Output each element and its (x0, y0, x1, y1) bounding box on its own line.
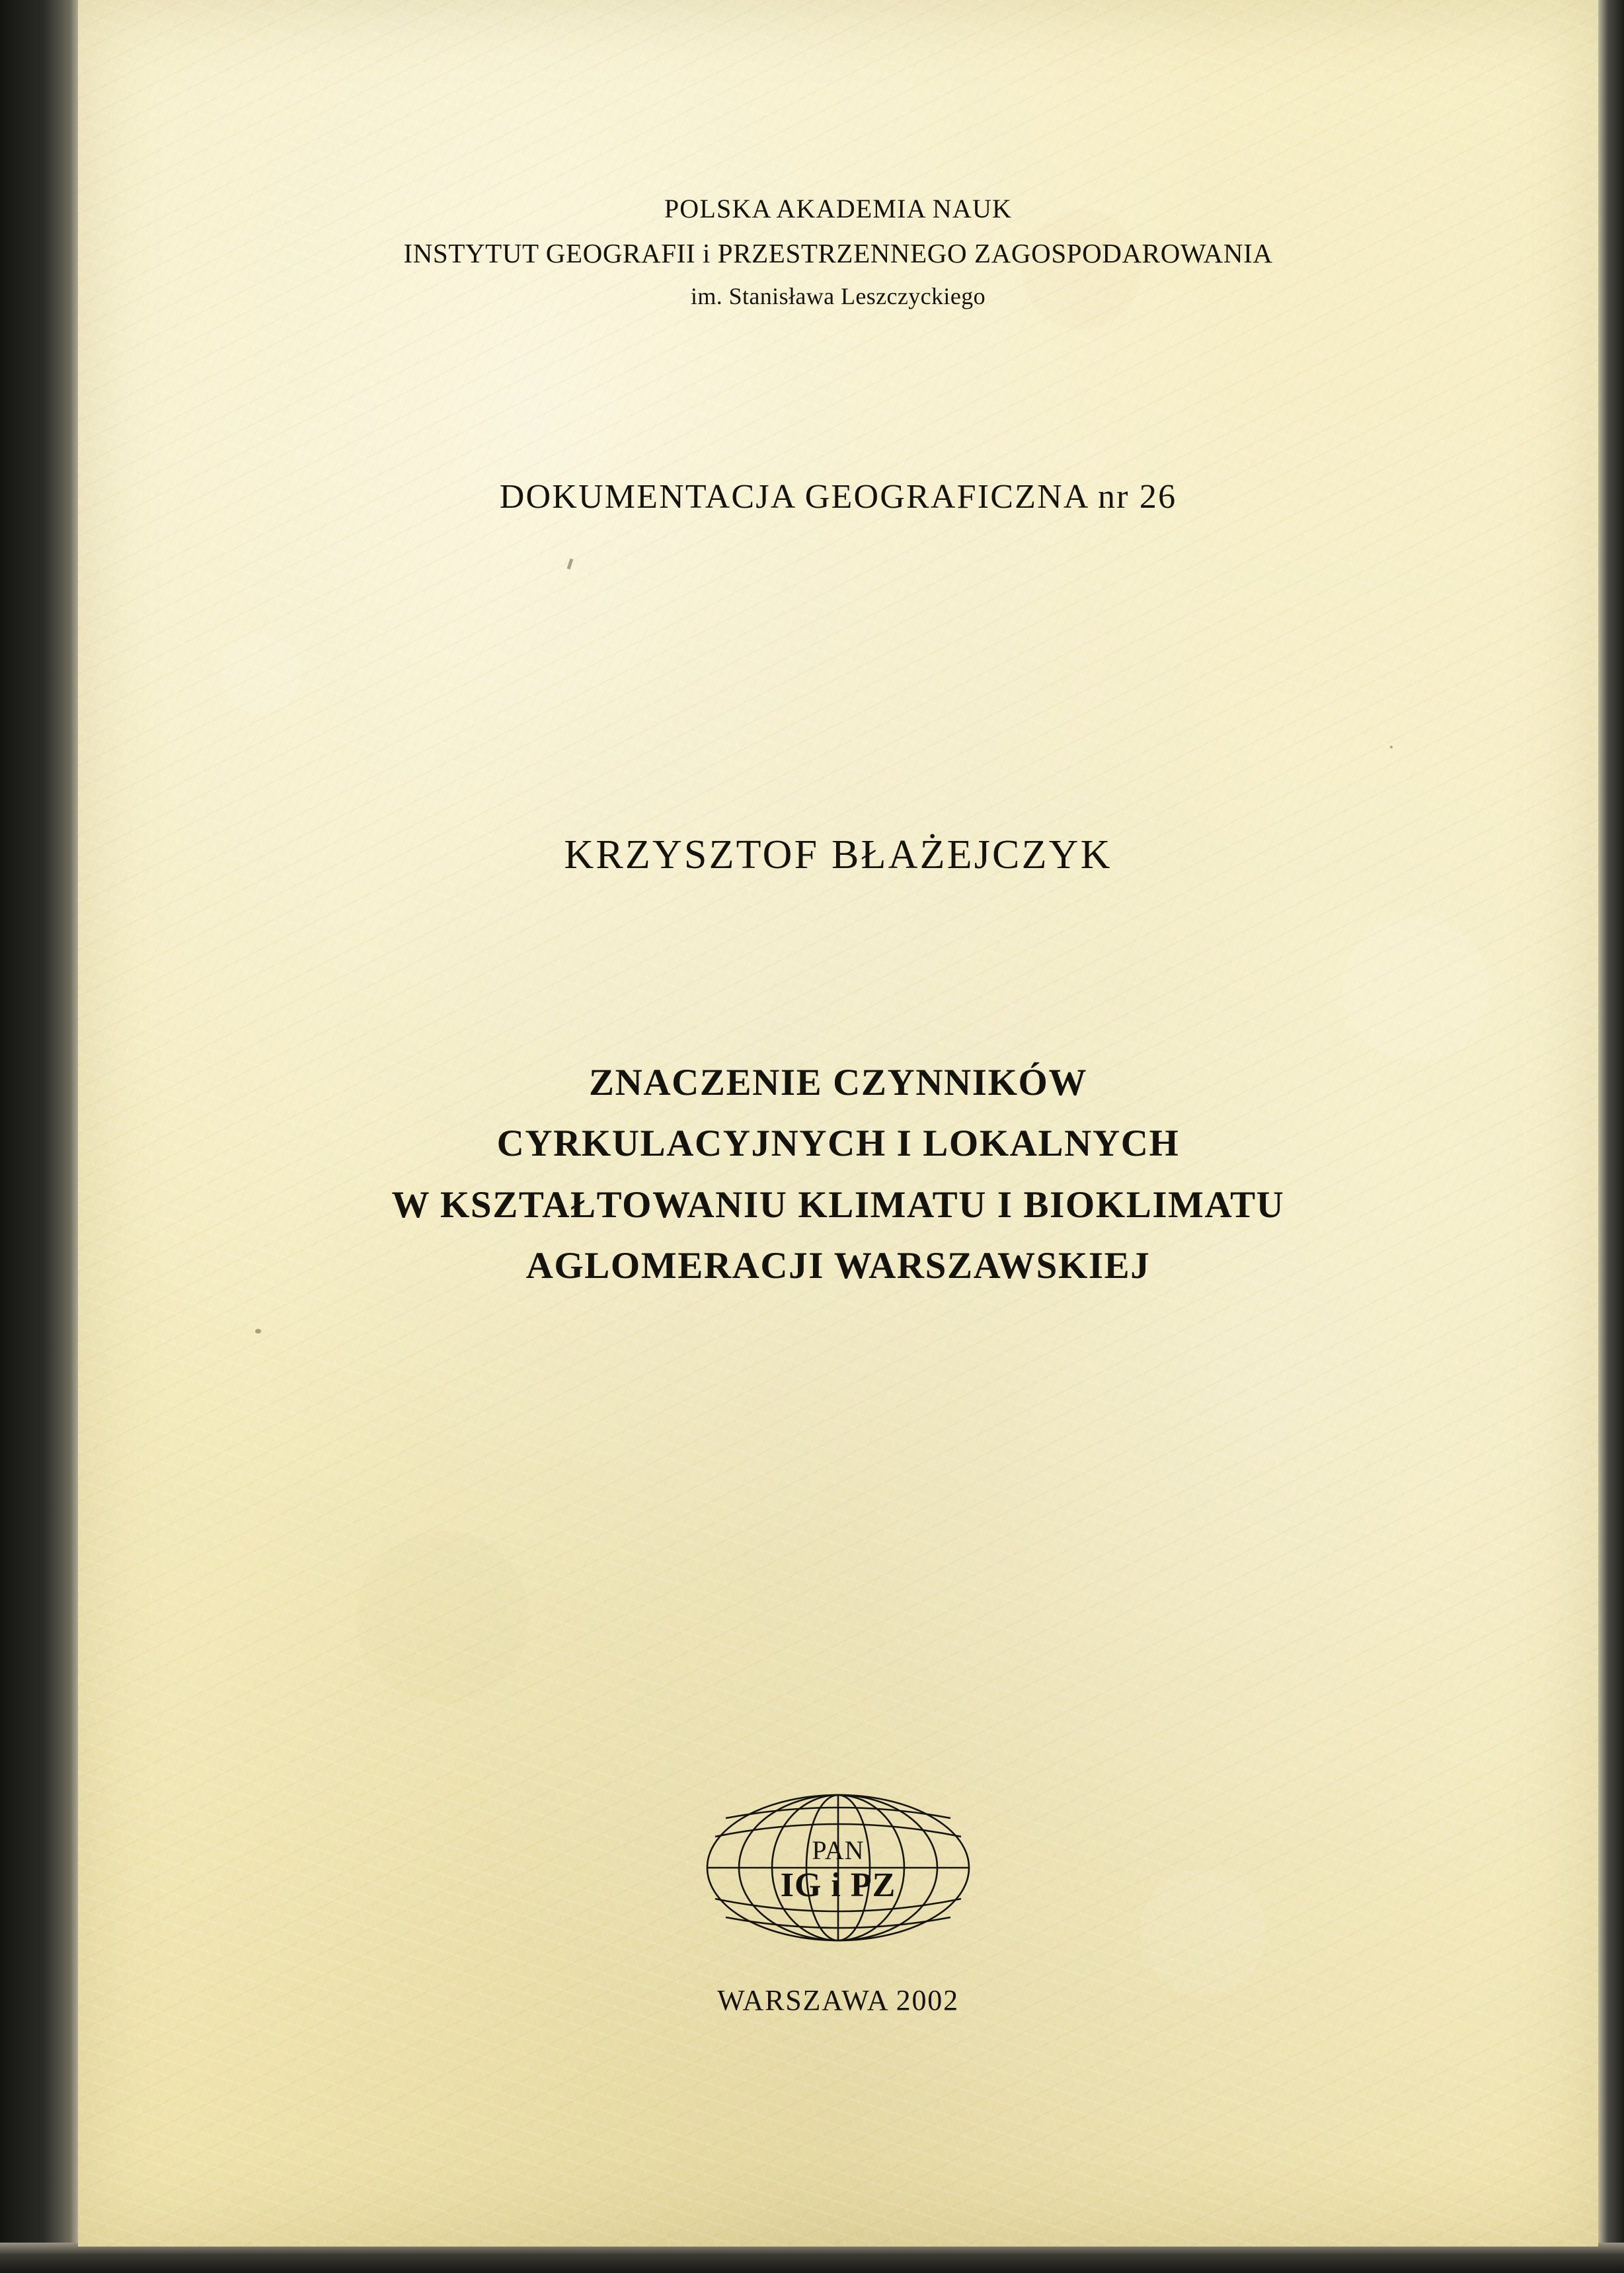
book-title-line-1: ZNACZENIE CZYNNIKÓW (588, 1062, 1088, 1103)
cover-content (78, 0, 1598, 2247)
book-title (78, 1053, 1598, 1296)
book-title-line-4: AGLOMERACJI WARSZAWSKIEJ (525, 1244, 1151, 1287)
publisher-academy-name: POLSKA AKADEMIA NAUK (664, 194, 1013, 223)
scan-speck (1390, 746, 1393, 748)
series-title: DOKUMENTACJA GEOGRAFICZNA nr 26 (499, 478, 1177, 516)
author-name: KRZYSZTOF BŁAŻEJCZYK (564, 832, 1112, 877)
publisher-patron-name: im. Stanisława Leszczyckiego (690, 283, 986, 309)
scan-right-margin (1598, 0, 1624, 2273)
publisher-block (78, 193, 1598, 310)
logo-text-top: PAN (812, 1835, 865, 1865)
igipz-pan-globe-logo (699, 1785, 977, 1950)
logo-text-bottom: IG i PZ (780, 1866, 896, 1904)
svg-text:IG i PZ (781, 1866, 896, 1904)
book-title-line-3: W KSZTAŁTOWANIU KLIMATU I BIOKLIMATU (391, 1183, 1285, 1226)
scan-bottom-margin (0, 2243, 1624, 2273)
book-cover (78, 0, 1598, 2247)
book-title-line-2: CYRKULACYJNYCH I LOKALNYCH (496, 1123, 1180, 1165)
svg-text:PAN (812, 1835, 864, 1865)
imprint-place-year: WARSZAWA 2002 (717, 1984, 959, 2016)
scan-left-margin (0, 0, 79, 2273)
scan-speck (255, 1329, 261, 1334)
publisher-institute-name: INSTYTUT GEOGRAFII i PRZESTRZENNEGO ZAGOSPODAROWANIA (403, 238, 1273, 268)
scan-speck (567, 559, 574, 570)
